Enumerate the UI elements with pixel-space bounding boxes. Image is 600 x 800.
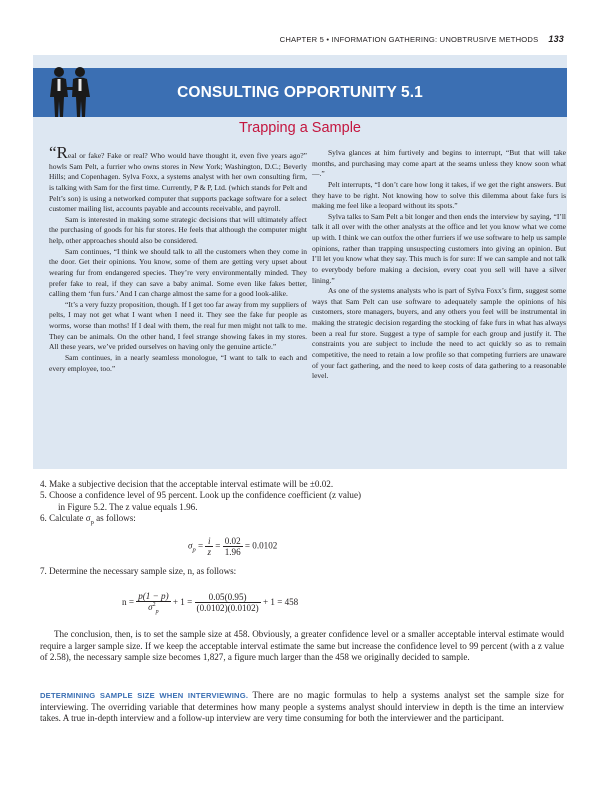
eq2-result: + 1 = 458 <box>262 597 299 608</box>
equation-sigma <box>188 536 277 557</box>
eq1-lhs-sub: p <box>192 546 196 554</box>
step-5 <box>40 490 564 513</box>
paragraph: Sylva glances at him furtively and begins to interrupt, “But that will take months, and purchasing may come apart at the seams unless they know soon what—.” <box>312 148 566 179</box>
eq1-fraction-2 <box>223 536 243 557</box>
eq2-den1-sup: 2 <box>152 602 156 608</box>
conclusion-paragraph-block <box>40 629 564 664</box>
eq2-fraction-1 <box>136 591 170 615</box>
paragraph: As one of the systems analysts who is part of Sylva Foxx’s firm, suggest some ways that Sam Pelt can use software to adequately sample the opinions of his customers, store managers, buyers, and any others you feel will be instrumental in making the strategic decision regarding the stocking of fake furs in what has always been a real fur store. Suggest a type of sample for each group and justify it. The constraints you are subject to include the need to act quickly so as to remain competitive, the need to retain a low profile so that competing furriers are unaware of your fact gathering, and the need to keep costs of data gathering to a reasonable level. <box>312 286 566 381</box>
paragraph <box>49 143 307 215</box>
paragraph: “It’s a very fuzzy proposition, though. If I get too far away from my suppliers of pelts, I may not get what I want when I need it. They see the fake fur people as worms, worse than moths! If I deal with them, the real fur men might not talk to me. They can be animals. On the other hand, I feel strange showing fakes in my stores. All these years, we’ve prided ourselves on having only the genuine article.” <box>49 299 307 352</box>
equation-sample-size <box>122 591 298 615</box>
left-column <box>49 143 307 374</box>
eq2-den1-wrap <box>136 601 170 615</box>
paragraph: Sam continues, in a nearly seamless monologue, “I want to talk to each and every employee, too.” <box>49 352 307 373</box>
step-6-tail: as follows: <box>93 513 136 524</box>
eq1-lhs: σ <box>188 540 193 551</box>
paragraph: The conclusion, then, is to set the sample size at 458. Obviously, a greater confidence level or a smaller acceptable interval estimate would require a larger sample size. If we keep the acceptable interval estimate the same but increase the confidence level to 99 percent (with a z value of 2.58), the necessary sample size becomes 1,827, a figure much larger than the 458 we originally decided to sample. <box>40 629 564 663</box>
eq1-equals: = <box>198 540 204 551</box>
section-runin-heading: DETERMINING SAMPLE SIZE WHEN INTERVIEWING. <box>40 691 249 700</box>
steps-list <box>40 479 564 528</box>
eq2-lhs: n = <box>122 597 134 608</box>
case-title: Trapping a Sample <box>239 120 361 136</box>
eq1-fraction-1 <box>205 536 213 557</box>
running-head-text: CHAPTER 5 • INFORMATION GATHERING: UNOBTRUSIVE METHODS <box>279 35 539 44</box>
eq2-num1: p(1 − p) <box>138 591 169 601</box>
page-number: 133 <box>548 34 564 44</box>
paragraph: Pelt interrupts, “I don’t care how long it takes, if we get the right answers. But they have to be right. Not knowing how to solve this dilemma about fake furs is making me feel like a leopard without its spots.” <box>312 179 566 211</box>
step-6 <box>40 513 564 528</box>
banner-title: CONSULTING OPPORTUNITY 5.1 <box>177 84 423 101</box>
step-7: 7. Determine the necessary sample size, n, as follows: <box>40 566 237 576</box>
eq1-den1: z <box>207 547 211 557</box>
eq2-den1: σ <box>148 602 153 613</box>
eq2-den2: (0.0102)(0.0102) <box>196 603 259 614</box>
eq2-den1-sub: p <box>155 608 159 615</box>
running-head <box>40 34 564 44</box>
eq1-num2: 0.02 <box>224 536 241 546</box>
eq1-den2: 1.96 <box>224 547 241 557</box>
eq2-plus1: + 1 = <box>172 597 193 608</box>
paragraph: Sylva talks to Sam Pelt a bit longer and then ends the interview by saying, “I’ll talk it all over with the other analysts at the office and let you know what we come up with. I think we can outfox the other furriers if we use software to help us sample opinions, rather than trapping unsuspecting customers into giving an opinion. But I’ll let you know what they say. This much is for sure: If we can sample and not talk to everybody before making a decision, every coat you sell will have a silver lining.” <box>312 211 566 285</box>
paragraph: Sam continues, “I think we should talk to all the customers when they come in the door. Get their opinions. You know, some of them are getting very upset about wearing fur from endangered species. They’re very environmentally minded. They prefer fake to real, if they can save a baby animal. Some even like fakes better, calling them ‘fun furs.’ And I can charge almost the same for a good look-alike. <box>49 246 307 299</box>
interviewing-section <box>40 690 564 725</box>
step-6-text: 6. Calculate σ <box>40 513 91 524</box>
step-6-sub: p <box>90 519 94 527</box>
eq1-result: = 0.0102 <box>244 540 278 551</box>
eq2-fraction-2 <box>195 592 261 613</box>
steps-list-2 <box>40 566 564 577</box>
step-5-line-2: in Figure 5.2. The z value equals 1.96. <box>58 501 198 512</box>
eq1-equals-2: = <box>215 540 221 551</box>
step-5-line-1: 5. Choose a confidence level of 95 percent. Look up the confidence coefficient (z value) <box>40 490 362 501</box>
eq2-num2: 0.05(0.95) <box>208 592 247 603</box>
drop-cap: “R <box>49 143 68 162</box>
paragraph-text: eal or fake? Fake or real? Who would have thought it, even five years ago?” howls Sam Pelt, a furrier who owns stores in New York; Washington, D.C.; Beverly Hills; and Copenhagen. Sylva Foxx, a systems analyst with her own consulting firm, is talking with Sam for the first time. Currently, P & P, Ltd. (which stands for Pelt and Pelt’s son) is using a networked computer that supports package software for a select customer mailing list, accounts payable and accounts receivable, and payroll. <box>49 151 307 214</box>
consulting-opportunity-box <box>33 55 567 469</box>
step-4: 4. Make a subjective decision that the acceptable interval estimate will be ±0.02. <box>40 479 334 489</box>
right-column <box>312 148 566 382</box>
paragraph: Sam is interested in making some strategic decisions that will ultimately affect the purchasing of goods for his fur stores. He feels that although the computer might help, other approaches should also be considered. <box>49 214 307 245</box>
paragraph <box>40 690 564 725</box>
eq1-num1: i <box>207 536 211 546</box>
paragraph-text: There are no magic formulas to help a systems analyst set the sample size for interviewing. The overriding variable that determines how many people a systems analyst should interview in depth is the time an interview takes. A true in-depth interview and a follow-up interview are very time consuming for both the interviewer and the participant. <box>40 690 564 724</box>
